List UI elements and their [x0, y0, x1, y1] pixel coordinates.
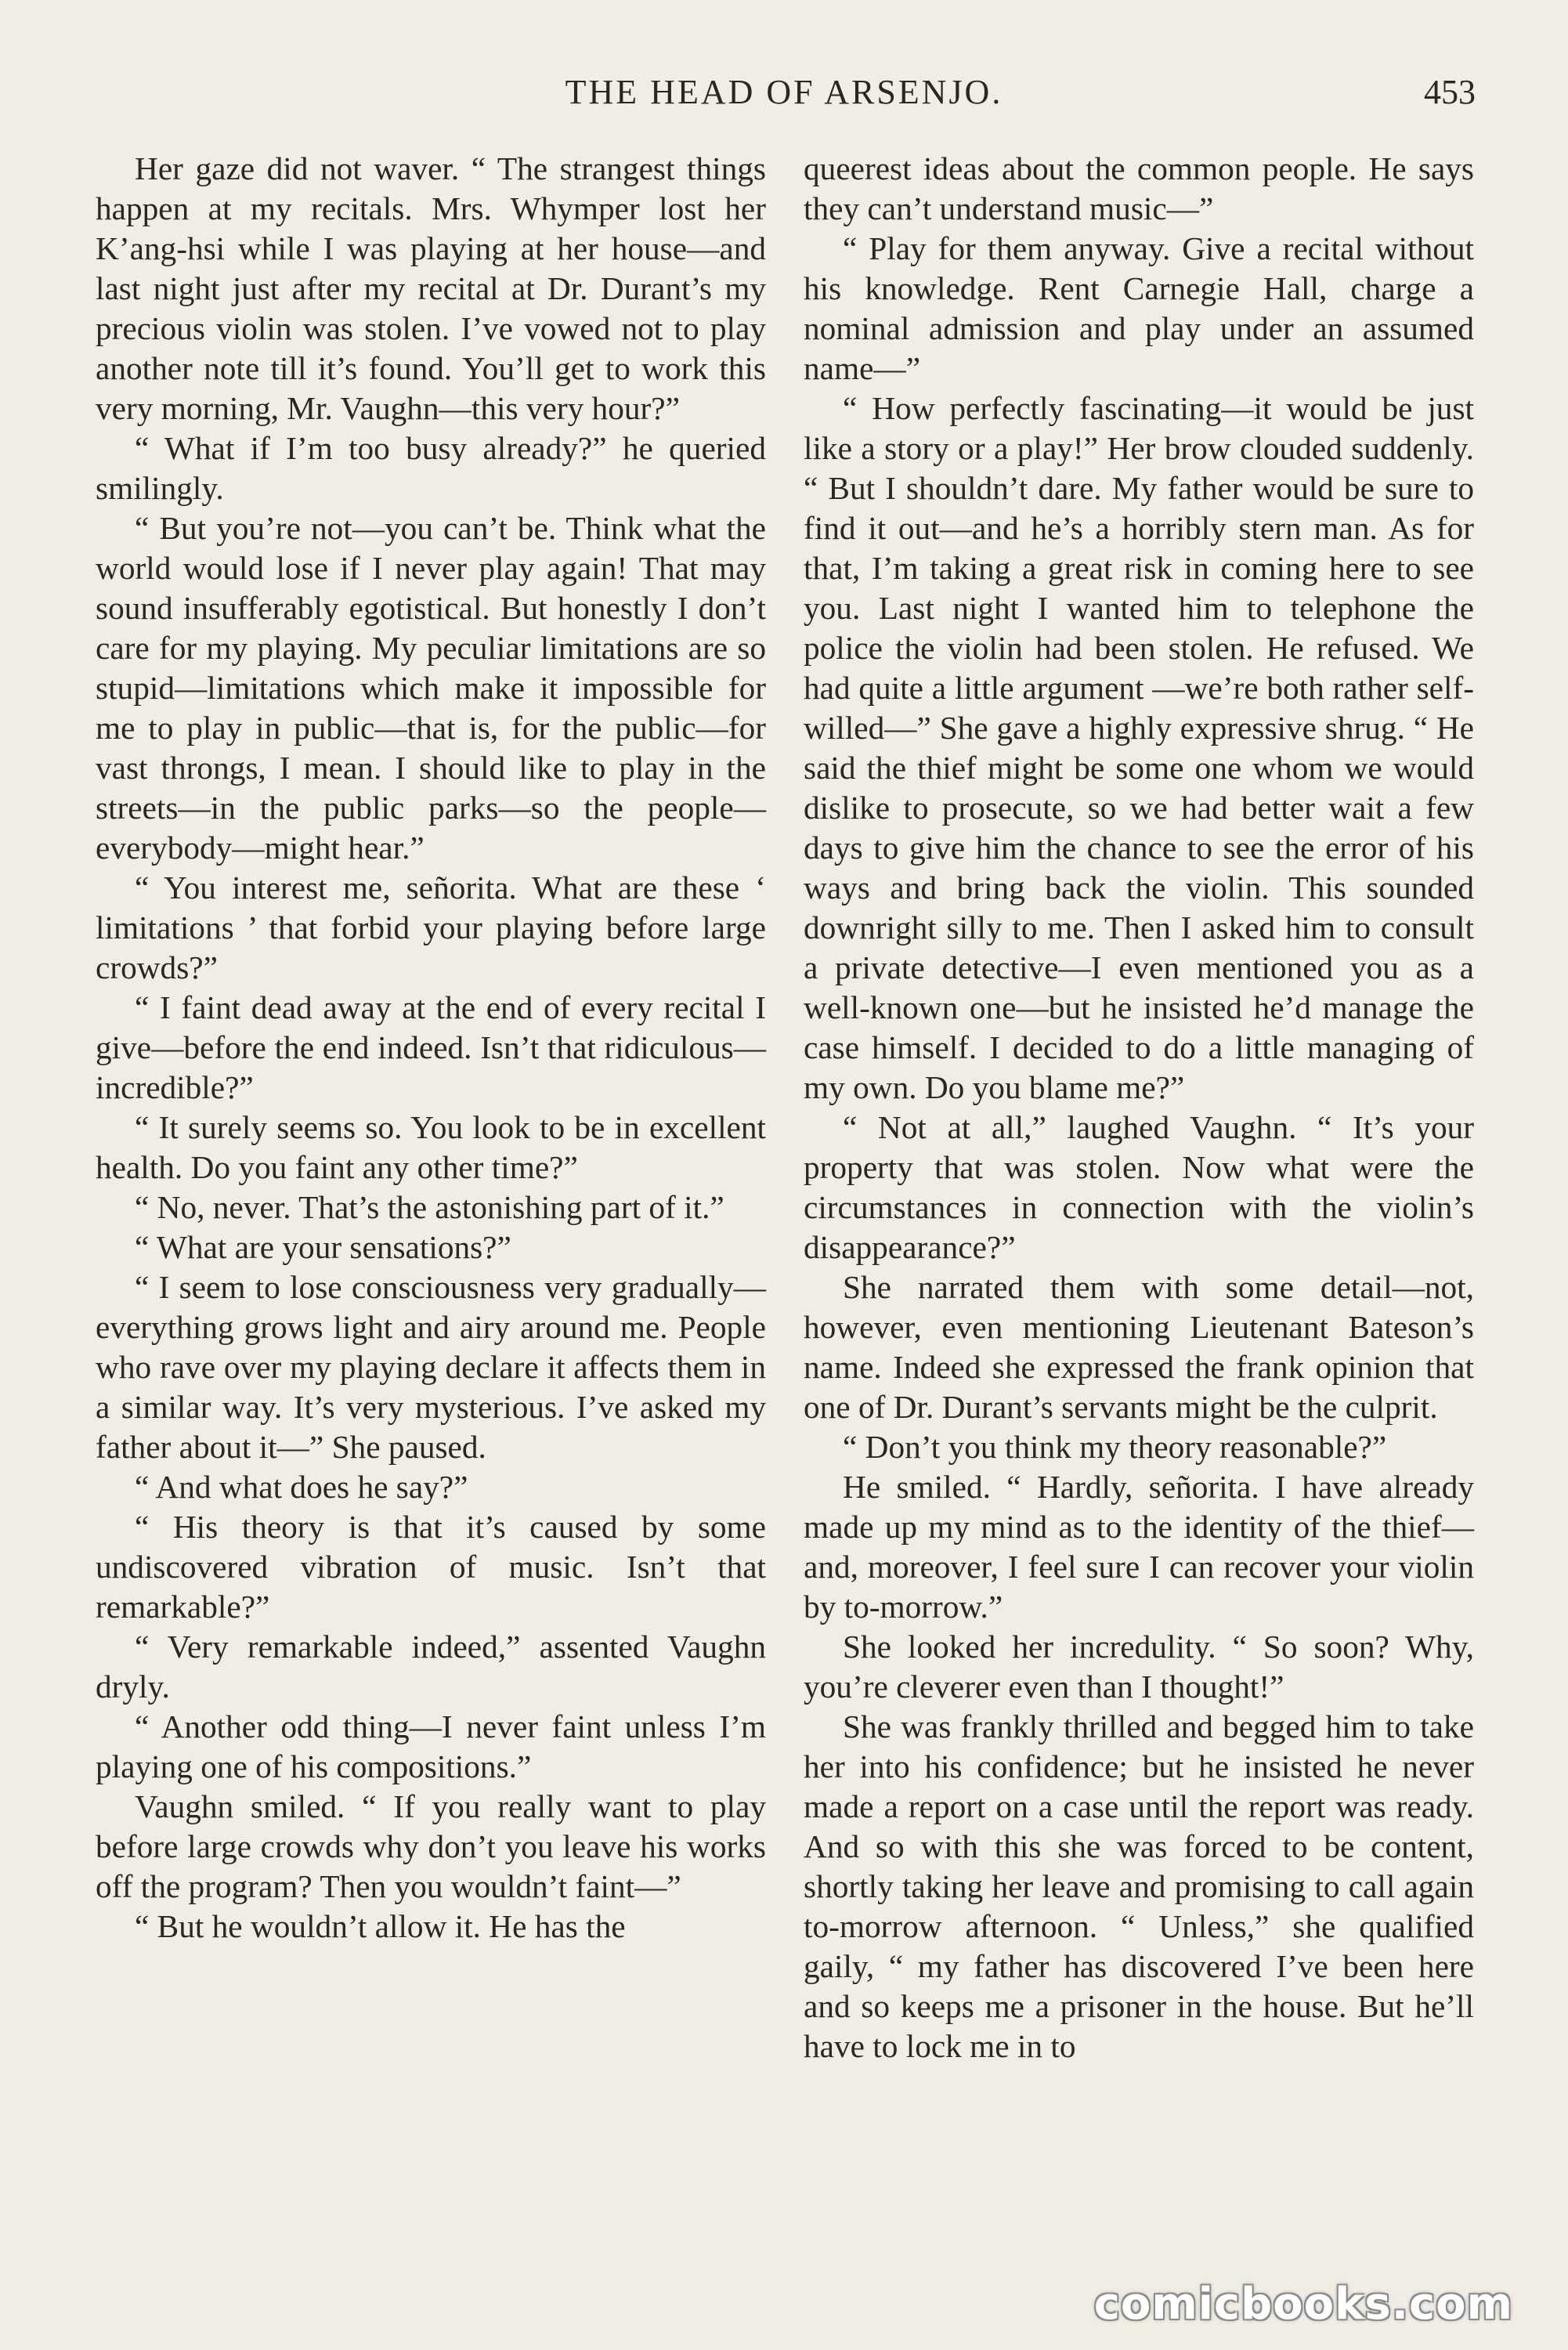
paragraph: Her gaze did not waver. “ The strangest things happen at my recitals. Mrs. Whymper lost her K’ang-hsi while I was playing at her house—and last night just after my recital at Dr. Durant’s my precious violin was stolen. I’ve vowed not to play another note till it’s found. You’ll get to work this very morning, Mr. Vaughn—this very hour?”	[96, 150, 766, 426]
page-header	[0, 72, 1568, 119]
paragraph: “ Another odd thing—I never faint unless I’m playing one of his compositions.”	[96, 1708, 766, 1784]
paragraph: “ It surely seems so. You look to be in excellent health. Do you faint any other time?”	[96, 1109, 766, 1185]
paragraph: She narrated them with some detail—not, however, even mentioning Lieutenant Bateson’s name. Indeed she expressed the frank opinion that one of Dr. Durant’s servants might be the culprit.	[804, 1269, 1474, 1425]
left-column	[96, 149, 766, 1947]
paragraph: “ And what does he say?”	[135, 1469, 468, 1505]
paragraph: “ But you’re not—you can’t be. Think what the world would lose if I never play again! That may sound insufferably egotistical. But honestly I don’t care for my playing. My peculiar limitations are so stupid—limitations which make it impossible for me to play in public—that is, for the public—for vast throngs, I mean. I should like to play in the streets—in the public parks—so the people—everybody—might hear.”	[96, 510, 766, 866]
paragraph: “ Play for them anyway. Give a recital without his knowledge. Rent Carnegie Hall, charge a nominal admission and play under an assumed name—”	[804, 230, 1474, 386]
paragraph: “ Don’t you think my theory reasonable?”	[843, 1429, 1387, 1465]
paragraph: “ What if I’m too busy already?” he queried smilingly.	[96, 430, 766, 506]
paragraph: “ His theory is that it’s caused by some undiscovered vibration of music. Isn’t that remarkable?”	[96, 1509, 766, 1625]
paragraph: Vaughn smiled. “ If you really want to play before large crowds why don’t you leave his works off the program? Then you wouldn’t faint—”	[96, 1788, 766, 1904]
paragraph: She looked her incredulity. “ So soon? Why, you’re cleverer even than I thought!”	[804, 1629, 1474, 1705]
paragraph: “ You interest me, señorita. What are these ‘ limitations ’ that forbid your playing before large crowds?”	[96, 870, 766, 985]
paragraph: “ What are your sensations?”	[135, 1229, 511, 1265]
paragraph: “ Very remarkable indeed,” assented Vaughn dryly.	[96, 1629, 766, 1705]
right-column	[804, 149, 1474, 2066]
paragraph: “ But he wouldn’t allow it. He has the	[135, 1908, 626, 1944]
page-number: 453	[1424, 73, 1476, 111]
paragraph: “ No, never. That’s the astonishing part of it.”	[135, 1189, 724, 1225]
paragraph: “ I seem to lose consciousness very gradually—everything grows light and airy around me. People who rave over my playing declare it affects them in a similar way. It’s very mysterious. I’ve asked my father about it—” She paused.	[96, 1269, 766, 1465]
watermark: comicbooks.com	[1093, 2279, 1513, 2330]
paragraph: She was frankly thrilled and begged him to take her into his confidence; but he insisted he never made a report on a case until the report was ready. And so with this she was forced to be content, shortly taking her leave and promising to call again to-morrow afternoon. “ Unless,” she qualified gaily, “ my father has discovered I’ve been here and so keeps me a prisoner in the house. But he’ll have to lock me in to	[804, 1708, 1474, 2064]
paragraph: “ I faint dead away at the end of every recital I give—before the end indeed. Isn’t that ridiculous—incredible?”	[96, 989, 766, 1105]
paragraph-continuation: queerest ideas about the common people. He says they can’t understand music—”	[804, 150, 1474, 226]
paragraph: He smiled. “ Hardly, señorita. I have already made up my mind as to the identity of the thief—and, moreover, I feel sure I can recover your violin by to-morrow.”	[804, 1469, 1474, 1625]
paragraph: “ How perfectly fascinating—it would be just like a story or a play!” Her brow clouded suddenly. “ But I shouldn’t dare. My father would be sure to find it out—and he’s a horribly stern man. As for that, I’m taking a great risk in coming here to see you. Last night I wanted him to telephone the police the violin had been stolen. He refused. We had quite a little argument —we’re both rather self-willed—” She gave a highly expressive shrug. “ He said the thief might be some one whom we would dislike to prosecute, so we had better wait a few days to give him the chance to see the error of his ways and bring back the violin. This sounded downright silly to me. Then I asked him to consult a private detective—I even mentioned you as a well-known one—but he insisted he’d manage the case himself. I decided to do a little managing of my own. Do you blame me?”	[804, 390, 1474, 1105]
paragraph: “ Not at all,” laughed Vaughn. “ It’s your property that was stolen. Now what were the circumstances in connection with the violin’s disappearance?”	[804, 1109, 1474, 1265]
running-title: THE HEAD OF ARSENJO.	[565, 73, 1003, 111]
